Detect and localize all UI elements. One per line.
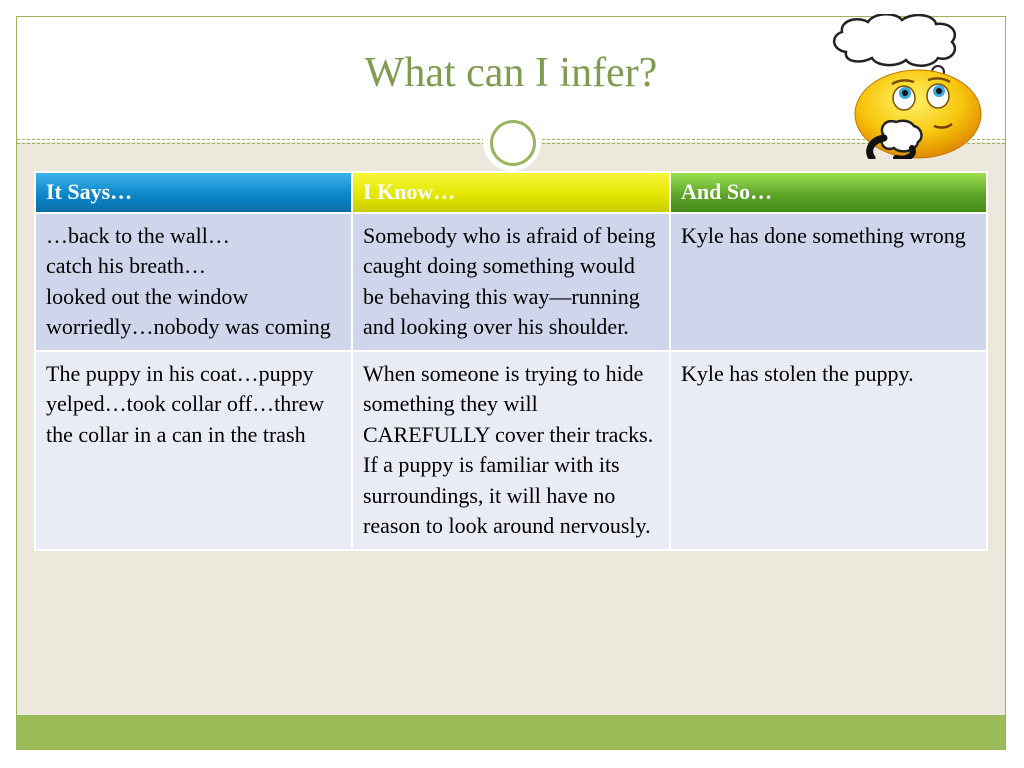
table-row [35, 213, 987, 351]
cell-text-line: …back to the wall… [46, 222, 230, 248]
column-header-it-says: It Says… [35, 172, 352, 213]
cell-text-line: The puppy in his coat…puppy yelped…took collar off…threw the collar in a can in the trash [46, 360, 330, 447]
cell-text-line: looked out the window worriedly…nobody was coming [46, 283, 331, 339]
cell-text-line: catch his breath… [46, 253, 207, 278]
slide-title: What can I infer? [364, 50, 658, 96]
footer-bar [17, 715, 1005, 749]
cell-and-so [670, 351, 987, 550]
column-header-and-so: And So… [670, 172, 987, 213]
column-header-i-know: I Know… [352, 172, 670, 213]
cell-i-know [352, 351, 670, 550]
cell-text-line: If a puppy is familiar with its surroundings, it will have no reason to look around nervously. [363, 452, 651, 538]
cell-text-line: When someone is trying to hide something they will CAREFULLY cover their tracks. [363, 360, 654, 447]
cell-and-so [670, 213, 987, 351]
divider-ring-icon [490, 120, 536, 166]
table-header-row [35, 172, 987, 213]
cell-it-says [35, 351, 352, 550]
cell-i-know [352, 213, 670, 351]
cell-text-line: Somebody who is afraid of being caught doing something would be behaving this way—running and looking over his shoulder. [363, 222, 662, 339]
table-row [35, 351, 987, 550]
cell-text-line: Kyle has stolen the puppy. [681, 360, 914, 386]
cell-text-line: Kyle has done something wrong [681, 222, 966, 248]
inference-table [34, 171, 988, 551]
thinking-face-icon [826, 14, 986, 159]
cell-it-says [35, 213, 352, 351]
